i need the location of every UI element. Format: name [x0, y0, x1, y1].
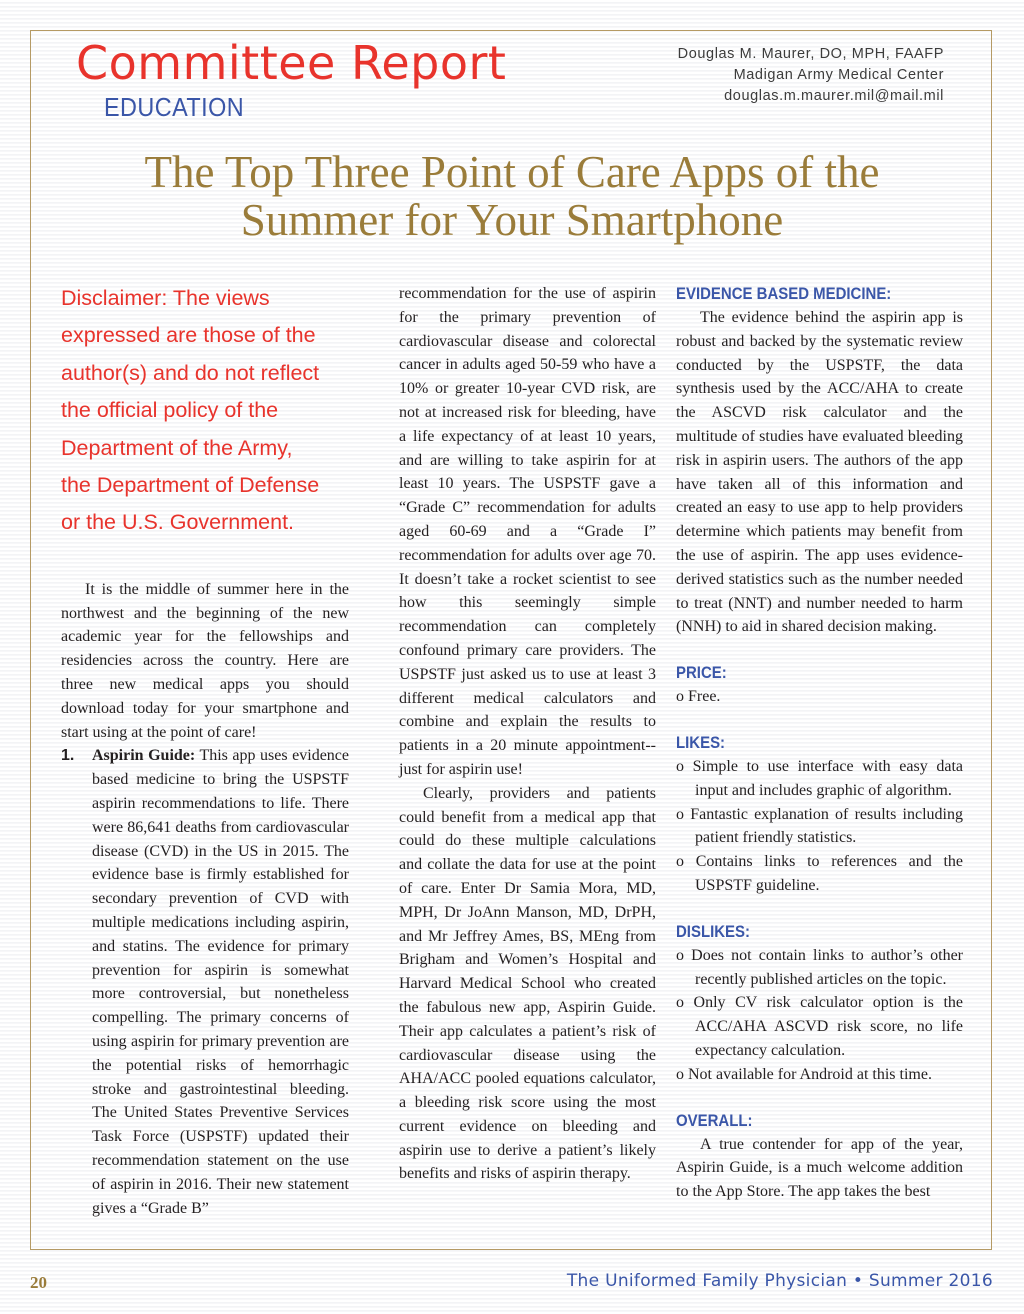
dislikes-item: o Not available for Android at this time. [676, 1065, 932, 1083]
likes-item: o Fantastic explanation of results including patient friendly statistics. [676, 805, 963, 847]
disclaimer-line: the Department of Defense [61, 473, 320, 498]
list-item-text: This app uses evidence based medicine to bring the USPSTF aspirin recommendations to life. There were 86,641 deaths from cardiovascular disease (CVD) in the US in 2015. The evidence base is firmly established for secondary prevention of CVD with multiple medications including aspirin, and statins. The evidence for primary prevention for aspirin is somewhat more controversial, but nonetheless compelling. The primary concerns of using aspirin for primary prevention are the potential risks of hemorrhagic stroke and gastrointestinal bleeding. The United States Preventive Services Task Force (USPSTF) updated their recommendation statement on the use of aspirin in 2016. Their new statement gives a “Grade B” [92, 747, 349, 1217]
publication-name: The Uniformed Family Physician • Summer 2016 [566, 1271, 993, 1291]
author-org: Madigan Army Medical Center [733, 67, 944, 83]
disclaimer [61, 280, 349, 542]
author-name: Douglas M. Maurer, DO, MPH, FAAFP [677, 46, 944, 62]
spacer [676, 709, 963, 731]
disclaimer-line: Department of the Army, [61, 435, 293, 460]
intro-paragraph: It is the middle of summer here in the northwest and the beginning of the new academic year for the fellowships and residencies across the country. Here are three new medical apps you should download today for your smartphone and start using at the point of care! [61, 580, 349, 741]
price-text: o Free. [676, 688, 721, 706]
spacer [676, 898, 963, 920]
article-title-line-2: Summer for Your Smartphone [240, 195, 784, 245]
likes-heading: LIKES: [676, 732, 726, 752]
likes-item: o Simple to use interface with easy data input and includes graphic of algorithm. [676, 757, 963, 799]
article-title-line-1: The Top Three Point of Care Apps of the [144, 147, 880, 197]
ebm-heading: EVIDENCE BASED MEDICINE: [676, 284, 892, 303]
dislikes-item: o Does not contain links to author’s other recently published articles on the topic. [676, 946, 963, 988]
page-number: 20 [30, 1273, 47, 1292]
list-item-aspirin-guide [61, 744, 349, 1220]
likes-item: o Contains links to references and the USPSTF guideline. [676, 853, 963, 894]
author-block [678, 44, 944, 107]
body-paragraph: Clearly, providers and patients could benefit from a medical app that could do these multiple calculations and collate the data for use at the point of care. Enter Dr Samia Mora, MD, MPH, Dr JoAnn Manson, MD, DrPH, and Mr Jeffrey Ames, BS, MEng from Brigham and Women’s Hospital and Harvard Medical School who created the fabulous new app, Aspirin Guide. Their app calculates a patient’s risk of cardiovascular disease using the AHA/ACC pooled equations calculator, a bleeding risk score using the most current evidence on bleeding and aspirin use to derive a patient’s likely benefits and risks of aspirin therapy. [399, 784, 656, 1183]
price-heading: PRICE: [676, 663, 727, 683]
disclaimer-line: expressed are those of the [61, 323, 316, 348]
column-1 [61, 280, 349, 1220]
dislikes-heading: DISLIKES: [676, 921, 750, 941]
ebm-paragraph: The evidence behind the aspirin app is robust and backed by the systematic review conducted by the USPSTF, the data synthesis used by the ACC/AHA to create the ASCVD risk calculator and the multitude of studies have evaluated bleeding risk in aspirin users. The authors of the app have taken all of this information and created an easy to use app to help providers determine which patients may benefit from the use of aspirin. The app uses evidence-derived statistics such as the number needed to treat (NNT) and number needed to harm (NNH) to aid in shared decision making. [676, 309, 963, 636]
overall-heading: OVERALL: [676, 1110, 753, 1130]
disclaimer-line: or the U.S. Government. [61, 510, 295, 535]
spacer [676, 1087, 963, 1109]
list-item-body [92, 744, 349, 1220]
disclaimer-line: Disclaimer: The views [61, 286, 270, 310]
body-paragraph: recommendation for the use of aspirin for the primary prevention of cardiovascular disease and colorectal cancer in adults aged 50-59 who have a 10% or greater 10-year CVD risk, are not at increased risk for bleeding, have a life expectancy of at least 10 years, and are willing to take aspirin for at least 10 years. The USPSTF gave a “Grade C” recommendation for adults aged 60-69 and a “Grade I” recommendation for adults over age 70. It doesn’t take a rocket scientist to see how this seemingly simple recommendation can completely confound primary care providers. The USPSTF just asked us to use at least 3 different medical calculators and combine and explain the results to patients in a 20 minute appointment--just for aspirin use! [399, 285, 656, 778]
section-label: EDUCATION [104, 92, 245, 122]
column-2 [399, 282, 656, 1186]
disclaimer-line: author(s) and do not reflect [61, 360, 320, 385]
article-title [80, 148, 944, 244]
spacer [676, 639, 963, 661]
dislikes-item: o Only CV risk calculator option is the ACC/AHA ASCVD risk score, no life expectancy calculation. [676, 994, 963, 1059]
column-3 [676, 282, 963, 1204]
report-title: Committee Report [76, 36, 507, 90]
overall-paragraph: A true contender for app of the year, Aspirin Guide, is a much welcome addition to the App Store. The app takes the best [676, 1135, 963, 1201]
author-email: douglas.m.maurer.mil@mail.mil [724, 88, 944, 104]
app-name: Aspirin Guide: [92, 747, 196, 765]
disclaimer-line: the official policy of the [61, 398, 279, 423]
list-number: 1. [61, 747, 75, 765]
